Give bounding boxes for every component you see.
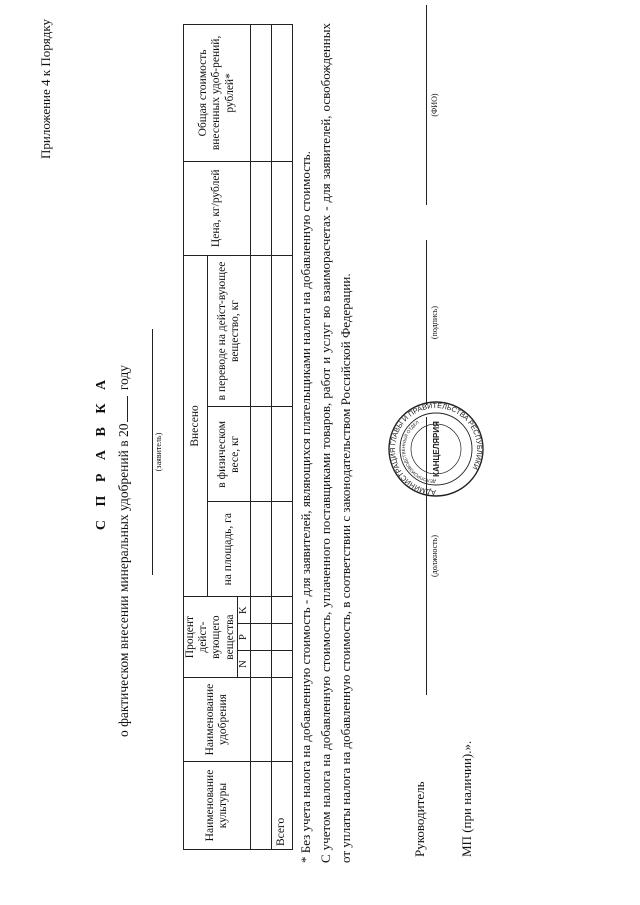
table-cell[interactable] [271, 407, 292, 502]
applicant-line[interactable] [152, 329, 153, 575]
footnote [296, 23, 356, 863]
total-row-label: Всего [271, 762, 292, 850]
stamp-inner-text: ДЕЛОПРОИЗВОДСТВЕННЫЙ ОТДЕЛ [400, 419, 437, 485]
header-culture: Наименование культуры [184, 762, 251, 850]
header-physical-weight: в физическом весе, кг [208, 407, 251, 502]
header-n: N [237, 651, 250, 678]
table-cell[interactable] [250, 597, 271, 624]
table-cell[interactable] [250, 502, 271, 597]
table-cell[interactable] [250, 161, 271, 255]
applicant-caption: (заявитель) [154, 432, 163, 472]
table-cell[interactable] [250, 678, 271, 762]
appendix-label: Приложение 4 к Порядку [38, 19, 53, 159]
header-price: Цена, кг/рублей [184, 161, 251, 255]
stamp-center-text: КАНЦЕЛЯРИЯ [432, 421, 441, 477]
footnote-line-2: С учетом налога на добавленную стоимость, уплаченного поставщиками товаров, работ и услуг во взаиморасчетах - для заявителей, освобожденных от уплаты налога на добавленную стоимость, в соответствии с законодательством Российской Федерации. [318, 23, 353, 863]
header-active-weight: в переводе на дейст-вующее вещество, кг [208, 255, 251, 407]
signature-line[interactable] [426, 240, 427, 405]
table-cell[interactable] [271, 597, 292, 624]
fertilizer-table [183, 24, 293, 850]
header-p: P [237, 624, 250, 651]
header-fertilizer: Наименование удобрения [184, 678, 251, 762]
stamp-outer-text: АДМИНИСТРАЦИЯ ГЛАВЫ И ПРАВИТЕЛЬСТВА РЕСПУБЛИКИ [388, 401, 484, 497]
header-active-percent: Процент дейст-вующего вещества [184, 597, 238, 678]
head-label: Руководитель [412, 781, 427, 857]
document-title: С П Р А В К А [94, 374, 109, 531]
header-total-cost: Общая стоимость внесенных удоб-рений, рублей* [184, 25, 251, 162]
table-cell[interactable] [250, 624, 271, 651]
position-caption: (должность) [430, 535, 439, 577]
signature-caption: (подпись) [430, 305, 439, 340]
year-blank-line[interactable] [114, 396, 128, 422]
header-area: на площадь, га [208, 502, 251, 597]
table-cell[interactable] [250, 651, 271, 678]
document-subtitle [114, 365, 132, 737]
name-caption: (ФИО) [430, 93, 439, 117]
footnote-line-1: * Без учета налога на добавленную стоимость - для заявителей, являющихся плательщиками налога на добавленную стоимость. [298, 151, 313, 863]
table-cell[interactable] [271, 25, 292, 162]
table-cell[interactable] [271, 624, 292, 651]
table-row [271, 25, 292, 850]
table-cell[interactable] [271, 678, 292, 762]
seal-label: МП (при наличии).». [459, 740, 474, 857]
official-stamp [388, 401, 484, 497]
subtitle-year-word: году [116, 364, 131, 391]
table-cell[interactable] [250, 762, 271, 850]
table-cell[interactable] [271, 161, 292, 255]
header-k: K [237, 597, 250, 624]
subtitle-text: о фактическом внесении минеральных удобрений в 20 [116, 423, 131, 737]
table-cell[interactable] [271, 255, 292, 407]
table-cell[interactable] [271, 651, 292, 678]
table-row [250, 25, 271, 850]
table-cell[interactable] [250, 255, 271, 407]
table-cell[interactable] [271, 502, 292, 597]
table-cell[interactable] [250, 407, 271, 502]
name-line[interactable] [426, 5, 427, 205]
header-applied: Внесено [184, 255, 208, 596]
table-cell[interactable] [250, 25, 271, 162]
